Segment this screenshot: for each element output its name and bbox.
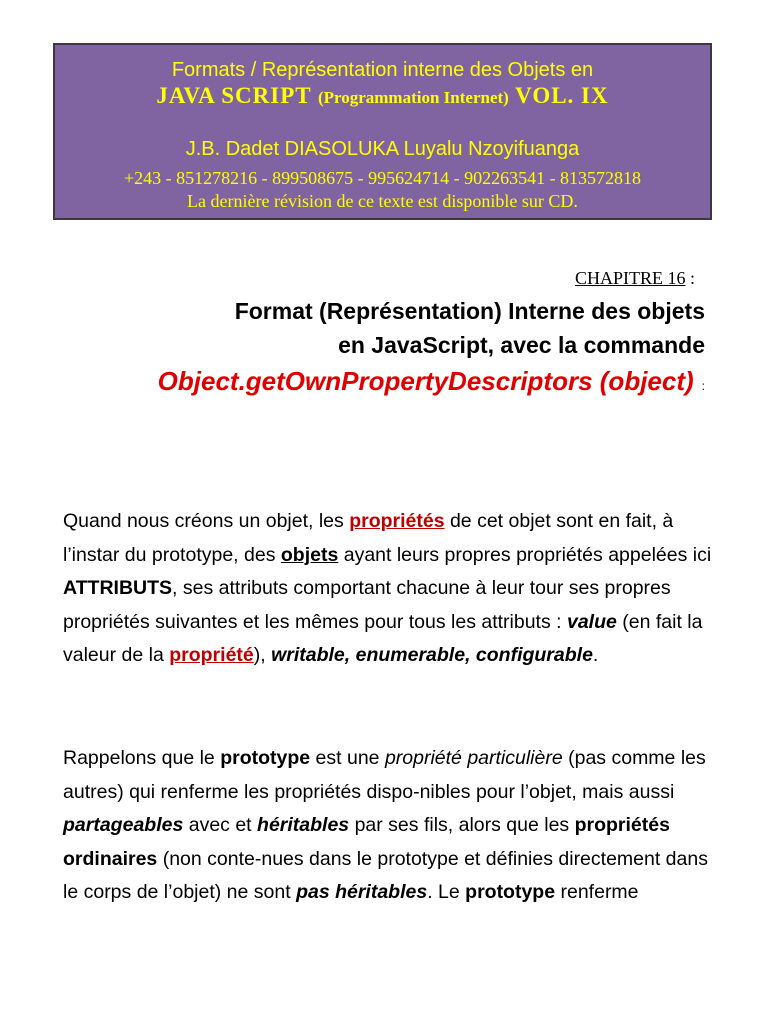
text: renferme [555, 881, 639, 903]
keyword-attributs: ATTRIBUTS [63, 577, 173, 599]
text: (non conte-nues dans le prototype et définies directement dans le corps de l’objet) ne sont [63, 847, 708, 903]
header-author: J.B. Dadet DIASOLUKA Luyalu Nzoyifuanga [185, 138, 580, 160]
keyword-propriete: propriété [169, 644, 254, 666]
chapter-number: CHAPITRE 16 [574, 268, 686, 288]
keyword-heritables: héritables [257, 814, 350, 836]
chapter-title-line1: Format (Représentation) Interne des objets [234, 298, 705, 324]
text: (en fait la valeur de la [63, 610, 703, 666]
header-volume: VOL. IX [515, 83, 609, 108]
chapter-colon: : [685, 268, 695, 288]
keyword-partageables: partageables [63, 814, 184, 836]
text: . Le [427, 881, 466, 903]
keyword-value: value [566, 610, 617, 633]
text: par ses fils, alors que les [349, 814, 575, 836]
text: . [592, 644, 599, 666]
text: avec et [183, 814, 258, 836]
chapter-title-command [158, 366, 705, 397]
paragraph-2 [63, 742, 713, 910]
keyword-proprietes-ordinaires: propriétés ordinaires [63, 814, 670, 870]
header-javascript: JAVA SCRIPT [156, 83, 312, 108]
keyword-objets: objets [280, 543, 339, 566]
keyword-prototype: prototype [465, 881, 556, 903]
text: Rappelons que le [63, 747, 221, 769]
text: est une [310, 747, 385, 769]
text: (pas comme les autres) qui renferme les propriétés dispo-nibles pour l’objet, mais aussi [63, 747, 706, 803]
text: Quand nous créons un objet, les [63, 510, 350, 532]
command-colon: : [701, 379, 705, 393]
command-name: Object.getOwnPropertyDescriptors (object) [157, 366, 694, 396]
keyword-proprietes: propriétés [349, 510, 445, 532]
keyword-propriete-particuliere: propriété particulière [384, 747, 563, 769]
header-notice: La dernière révision de ce texte est disponible sur CD. [187, 191, 578, 211]
text: ), [253, 644, 272, 666]
chapter-title-line2: en JavaScript, avec la commande [338, 332, 705, 358]
header-series-title [55, 83, 710, 109]
text: , ses attributs comportant chacune à leur tour ses propres propriétés suivantes et les mêmes pour tous les attributs : [63, 577, 671, 633]
keyword-attributes-list: writable, enumerable, configurable [271, 644, 593, 666]
text: ayant leurs propres propriétés appelées ici [338, 543, 712, 566]
keyword-prototype: prototype [220, 747, 311, 769]
paragraph-1 [63, 505, 713, 673]
header-subtitle: Formats / Représentation interne des Objets en [171, 59, 594, 81]
chapter-label [575, 268, 695, 289]
header-programmation: (Programmation Internet) [317, 88, 509, 107]
keyword-pas-heritables: pas héritables [296, 881, 428, 903]
text: de cet objet sont en fait, à l’instar du prototype, des [63, 510, 674, 566]
header-phones: +243 - 851278216 - 899508675 - 995624714 - 902263541 - 813572818 [123, 168, 642, 188]
header-box [53, 43, 712, 220]
